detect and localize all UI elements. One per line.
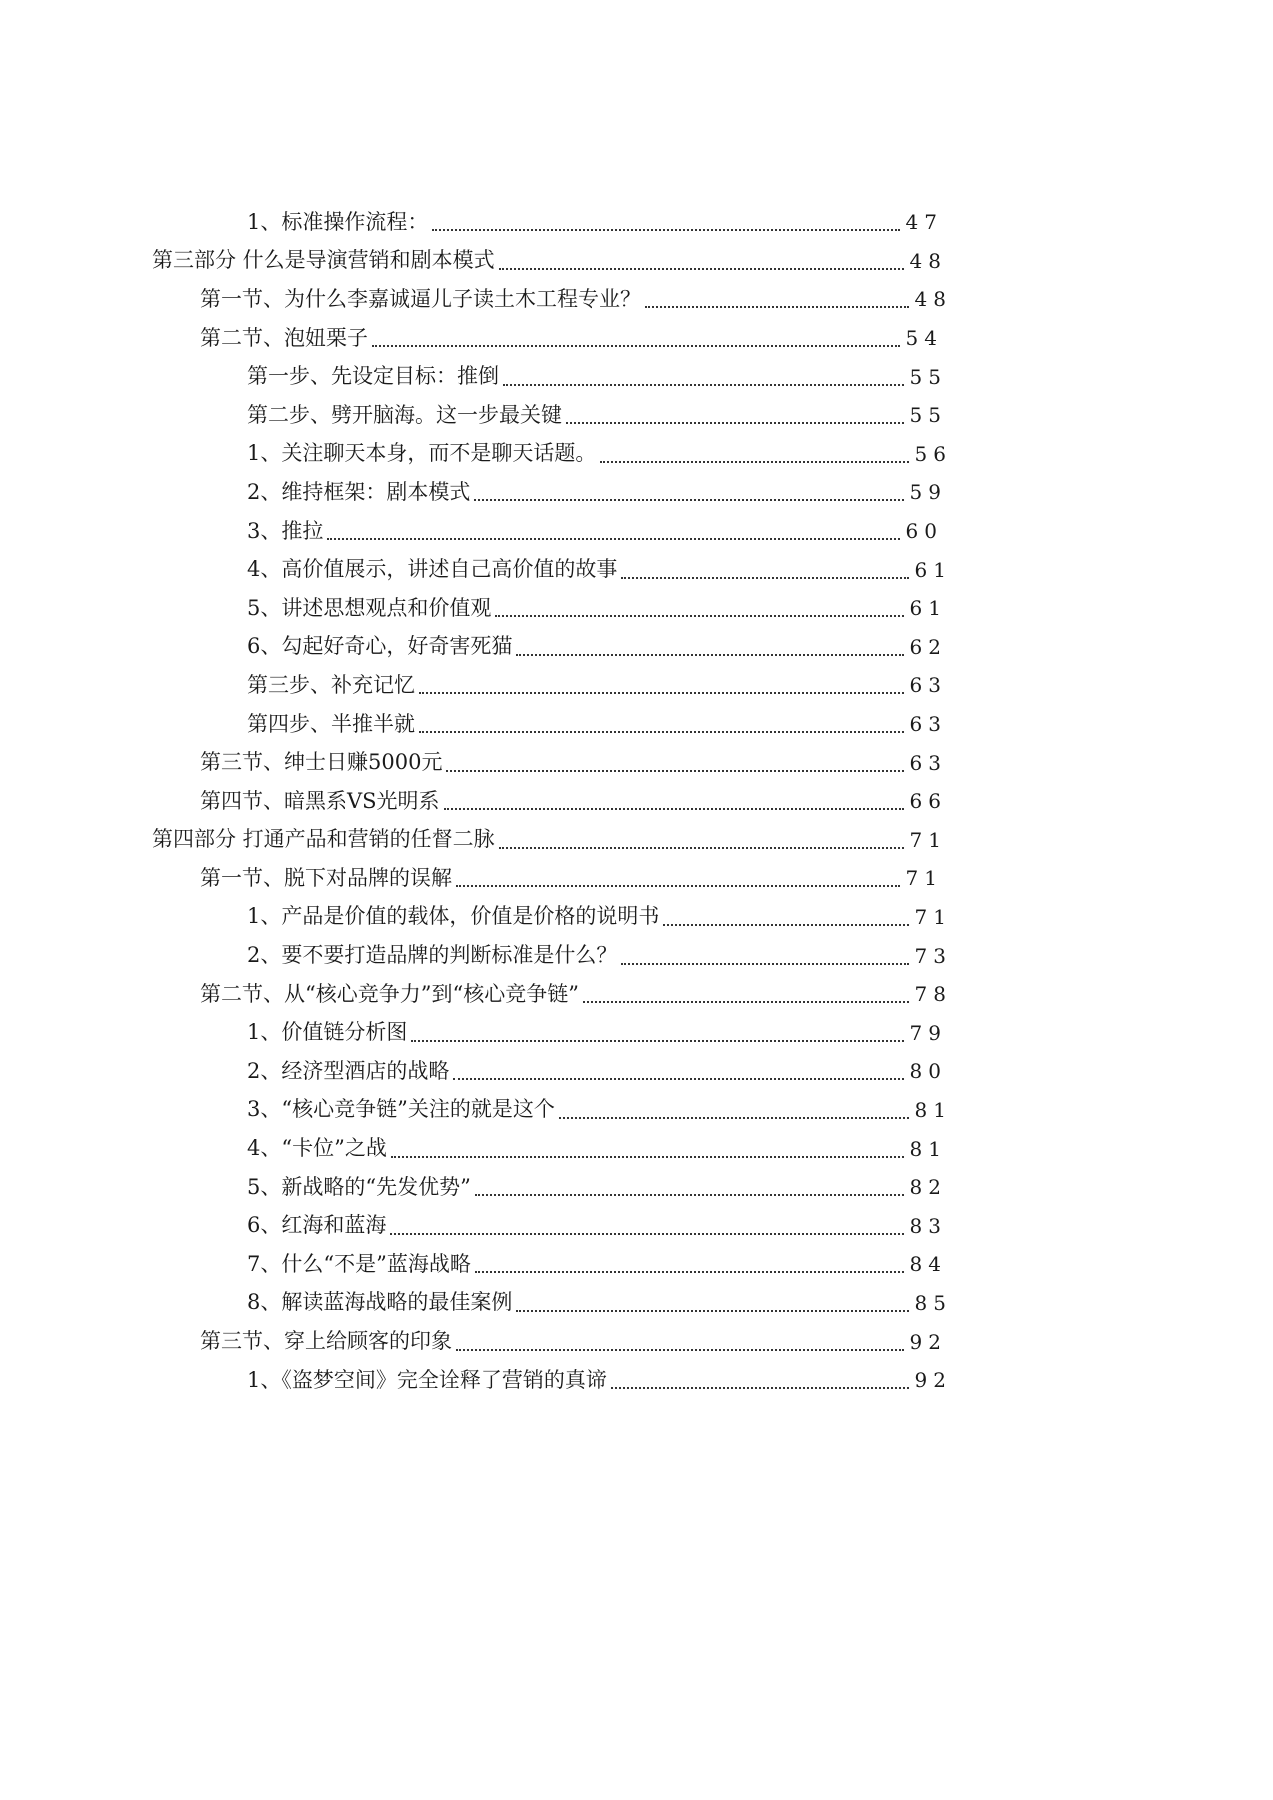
toc-leader-dots	[499, 268, 904, 270]
toc-entry-page-number: 62	[909, 634, 947, 659]
toc-entry-title: 第四步、半推半就	[247, 711, 415, 736]
toc-entry-title: 1、标准操作流程：	[247, 209, 429, 234]
toc-entry-page-number: 61	[909, 596, 947, 621]
toc-entry-page-number: 92	[914, 1368, 952, 1393]
toc-entry-page-number: 81	[909, 1136, 947, 1161]
toc-entry-title: 5、讲述思想观点和价值观	[247, 595, 492, 620]
toc-leader-dots	[432, 229, 899, 231]
toc-entry-title: 3、“核心竞争链”关注的就是这个	[247, 1097, 555, 1122]
toc-entry[interactable]	[0, 1361, 952, 1400]
toc-entry-title: 4、“卡位”之战	[247, 1136, 387, 1161]
toc-leader-dots	[663, 924, 908, 926]
toc-entry-title: 7、什么“不是”蓝海战略	[247, 1251, 471, 1276]
toc-entry-title: 5、新战略的“先发优势”	[247, 1174, 471, 1199]
toc-entry-title: 1、《盗梦空间》完全诠释了营销的真谛	[247, 1367, 607, 1392]
toc-entry-title: 第三部分 什么是导演营销和剧本模式	[152, 248, 495, 273]
toc-entry-title: 4、高价值展示，讲述自己高价值的故事	[247, 557, 618, 582]
toc-entry[interactable]	[0, 782, 947, 821]
toc-entry-title: 8、解读蓝海战略的最佳案例	[247, 1290, 513, 1315]
toc-entry[interactable]	[0, 1052, 947, 1091]
toc-entry-page-number: 79	[909, 1020, 947, 1045]
toc-entry-page-number: 71	[905, 866, 943, 891]
toc-entry-title: 6、勾起好奇心，好奇害死猫	[247, 634, 513, 659]
toc-leader-dots	[475, 1271, 904, 1273]
toc-entry-page-number: 47	[905, 210, 943, 235]
toc-leader-dots	[456, 1349, 904, 1351]
toc-entry[interactable]	[0, 1245, 947, 1284]
toc-entry[interactable]	[0, 203, 943, 242]
toc-entry-page-number: 60	[905, 519, 943, 544]
toc-leader-dots	[503, 384, 904, 386]
toc-entry[interactable]	[0, 435, 952, 474]
toc-entry-page-number: 78	[914, 982, 952, 1007]
toc-entry-title: 第二步、劈开脑海。这一步最关键	[247, 402, 562, 427]
toc-leader-dots	[453, 1078, 903, 1080]
toc-leader-dots	[516, 1310, 908, 1312]
toc-leader-dots	[390, 1233, 903, 1235]
toc-entry-page-number: 48	[909, 248, 947, 273]
toc-leader-dots	[611, 1387, 909, 1389]
toc-entry-title: 2、维持框架：剧本模式	[247, 479, 471, 504]
toc-entry-page-number: 54	[905, 326, 943, 351]
table-of-contents	[0, 203, 1273, 1399]
toc-leader-dots	[444, 808, 904, 810]
toc-leader-dots	[499, 847, 904, 849]
toc-leader-dots	[419, 692, 904, 694]
toc-entry[interactable]	[0, 628, 947, 667]
toc-entry-title: 第三节、穿上给顾客的印象	[200, 1329, 452, 1354]
toc-leader-dots	[516, 654, 903, 656]
toc-entry[interactable]	[0, 821, 947, 860]
toc-leader-dots	[456, 885, 900, 887]
toc-entry-page-number: 71	[909, 827, 947, 852]
toc-leader-dots	[411, 1040, 903, 1042]
toc-entry-page-number: 55	[909, 403, 947, 428]
toc-entry-page-number: 63	[909, 750, 947, 775]
toc-entry-title: 第二节、泡妞栗子	[200, 325, 368, 350]
toc-entry-title: 第三步、补充记忆	[247, 672, 415, 697]
toc-entry[interactable]	[0, 705, 947, 744]
toc-entry[interactable]	[0, 859, 943, 898]
toc-entry[interactable]	[0, 319, 943, 358]
toc-entry[interactable]	[0, 975, 952, 1014]
toc-entry-page-number: 82	[909, 1175, 947, 1200]
toc-entry-page-number: 71	[914, 904, 952, 929]
toc-entry[interactable]	[0, 589, 947, 628]
toc-entry[interactable]	[0, 280, 952, 319]
toc-entry-page-number: 61	[914, 557, 952, 582]
toc-leader-dots	[621, 577, 908, 579]
toc-entry-title: 1、价值链分析图	[247, 1020, 408, 1045]
toc-entry-title: 1、关注聊天本身，而不是聊天话题。	[247, 441, 597, 466]
toc-leader-dots	[474, 499, 903, 501]
toc-entry-page-number: 66	[909, 789, 947, 814]
toc-entry-title: 第一节、为什么李嘉诚逼儿子读土木工程专业？	[200, 286, 641, 311]
toc-leader-dots	[495, 615, 903, 617]
toc-leader-dots	[372, 345, 900, 347]
toc-entry-title: 第一节、脱下对品牌的误解	[200, 865, 452, 890]
toc-leader-dots	[419, 731, 904, 733]
toc-entry[interactable]	[0, 1206, 947, 1245]
toc-entry-title: 第四部分 打通产品和营销的任督二脉	[152, 827, 495, 852]
toc-entry-page-number: 73	[914, 943, 952, 968]
toc-leader-dots	[600, 461, 908, 463]
toc-entry[interactable]	[0, 357, 947, 396]
toc-entry[interactable]	[0, 1322, 947, 1361]
toc-leader-dots	[391, 1156, 904, 1158]
toc-entry-title: 3、推拉	[247, 518, 324, 543]
toc-entry-title: 第四节、暗黑系VS光明系	[200, 788, 440, 813]
toc-entry-page-number: 85	[914, 1290, 952, 1315]
toc-leader-dots	[446, 770, 903, 772]
toc-entry-title: 6、红海和蓝海	[247, 1213, 387, 1238]
toc-entry-title: 1、产品是价值的载体，价值是价格的说明书	[247, 904, 660, 929]
toc-leader-dots	[559, 1117, 909, 1119]
toc-entry[interactable]	[0, 666, 947, 705]
toc-entry-page-number: 83	[909, 1213, 947, 1238]
toc-entry[interactable]	[0, 743, 947, 782]
toc-entry-title: 第二节、从“核心竞争力”到“核心竞争链”	[200, 981, 579, 1006]
toc-entry-title: 第三节、绅士日赚5000元	[200, 750, 443, 775]
toc-entry[interactable]	[0, 473, 947, 512]
toc-leader-dots	[583, 1001, 909, 1003]
toc-entry-page-number: 63	[909, 712, 947, 737]
toc-entry[interactable]	[0, 1091, 952, 1130]
toc-entry[interactable]	[0, 512, 943, 551]
toc-leader-dots	[645, 306, 909, 308]
toc-entry-title: 2、经济型酒店的战略	[247, 1058, 450, 1083]
toc-entry[interactable]	[0, 1013, 947, 1052]
toc-entry[interactable]	[0, 936, 952, 975]
toc-entry-page-number: 84	[909, 1252, 947, 1277]
toc-entry-page-number: 80	[909, 1059, 947, 1084]
toc-leader-dots	[621, 963, 908, 965]
toc-leader-dots	[327, 538, 899, 540]
toc-entry[interactable]	[0, 1168, 947, 1207]
toc-entry[interactable]	[0, 242, 947, 281]
toc-leader-dots	[566, 422, 904, 424]
toc-entry[interactable]	[0, 396, 947, 435]
toc-entry[interactable]	[0, 1129, 947, 1168]
toc-entry-title: 第一步、先设定目标：推倒	[247, 364, 499, 389]
toc-entry-page-number: 59	[909, 480, 947, 505]
toc-leader-dots	[475, 1194, 904, 1196]
toc-entry-title: 2、要不要打造品牌的判断标准是什么？	[247, 943, 618, 968]
toc-entry-page-number: 48	[914, 287, 952, 312]
toc-entry[interactable]	[0, 1284, 952, 1323]
toc-entry-page-number: 63	[909, 673, 947, 698]
toc-entry-page-number: 92	[909, 1329, 947, 1354]
toc-entry-page-number: 81	[914, 1097, 952, 1122]
toc-entry-page-number: 55	[909, 364, 947, 389]
toc-entry[interactable]	[0, 550, 952, 589]
toc-entry-page-number: 56	[914, 441, 952, 466]
toc-entry[interactable]	[0, 898, 952, 937]
